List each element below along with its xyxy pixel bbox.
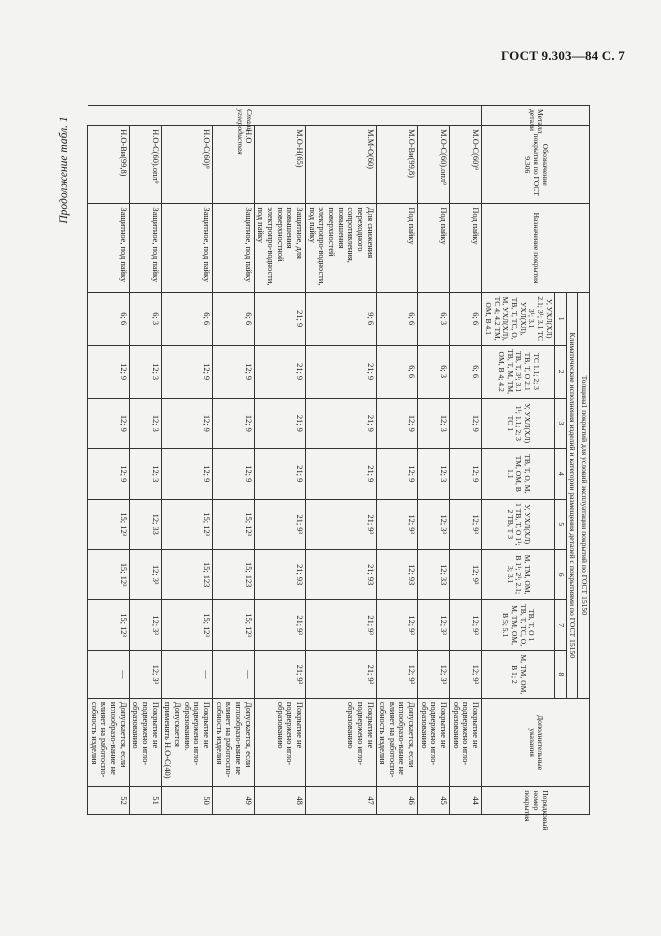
notes-cell: Допускается, если иглообразо-вание не влияет на работоспо-собность изделия xyxy=(376,698,418,786)
thickness-cell: 12; 9 xyxy=(213,449,255,499)
thickness-cell: 12; 9³ xyxy=(450,650,482,698)
row-number-cell: 45 xyxy=(418,787,450,815)
table-row xyxy=(129,106,161,815)
purpose-cell: Защитное, под пайку xyxy=(161,204,212,292)
designation-cell: М.М-О(60) xyxy=(305,126,376,204)
purpose-cell: Для снижения переходного сопротивления, повышения поверхностей электропро-водности, под пайку xyxy=(305,204,376,292)
metal-group-cell: Сталь углеродистая xyxy=(88,106,255,126)
thickness-cell: 12; 33 xyxy=(129,499,161,549)
notes-cell: Допускается, если иглообразо-вание не влияет на работоспо-собность изделия xyxy=(213,698,255,786)
thickness-cell: — xyxy=(88,650,130,698)
thickness-cell: 12; 3³ xyxy=(129,650,161,698)
thickness-cell: 12; 3 xyxy=(418,449,450,499)
purpose-cell: Защитное, под пайку xyxy=(129,204,161,292)
thickness-cell: 6; 6 xyxy=(450,292,482,345)
thickness-cell: 21; 9 xyxy=(254,398,305,448)
header-col-desc: ТВ, Т, О, М, ТМ, ОМ, В 1.1 xyxy=(482,449,555,499)
header-col-desc: У, УХЛ(ХЛ) 1 ТВ, Т, О 1¹; 2 ТВ, Т 3 xyxy=(482,499,555,549)
thickness-cell: 12; 3 xyxy=(129,398,161,448)
header-row-number: Порядковый номер покрытия xyxy=(482,787,590,815)
thickness-cell: 12; 3³ xyxy=(418,499,450,549)
thickness-cell: 21; 9 xyxy=(254,345,305,398)
thickness-cell: 15; 12³ xyxy=(161,600,212,650)
thickness-cell: 21; 9 xyxy=(305,398,376,448)
thickness-cell: 15; 12³ xyxy=(213,499,255,549)
thickness-cell: 15; 123 xyxy=(161,549,212,599)
table-row xyxy=(161,106,212,815)
thickness-cell: 21; 9³ xyxy=(254,650,305,698)
designation-cell: Н.О-Ви(99,8) xyxy=(88,126,130,204)
thickness-cell: — xyxy=(213,650,255,698)
thickness-cell: 6; 6 xyxy=(161,292,212,345)
thickness-cell: 6; 6 xyxy=(376,292,418,345)
thickness-cell: 12; 9 xyxy=(161,345,212,398)
row-number-cell: 50 xyxy=(161,787,212,815)
thickness-cell: 12; 3 xyxy=(418,398,450,448)
purpose-cell: Под пайку xyxy=(376,204,418,292)
thickness-cell: 6; 6 xyxy=(376,345,418,398)
thickness-cell: 12; 9 xyxy=(88,345,130,398)
purpose-cell: Под пайку xyxy=(450,204,482,292)
thickness-cell: 12; 93 xyxy=(376,549,418,599)
header-col-number: 7 xyxy=(554,600,566,650)
designation-cell: М.О-Н(65) xyxy=(254,126,305,204)
thickness-cell: 21; 9 xyxy=(305,449,376,499)
thickness-cell: — xyxy=(161,650,212,698)
thickness-cell: 12; 9 xyxy=(161,398,212,448)
coatings-table xyxy=(87,105,590,831)
thickness-cell: 6; 6 xyxy=(213,292,255,345)
header-designation: Обозначение покрытия по ГОСТ 9.306 xyxy=(482,126,590,204)
notes-cell: Покрытие не подвержено игло-образованию xyxy=(129,698,161,786)
notes-cell: Покрытие не подвержено игло-образованию xyxy=(450,698,482,786)
designation-cell: Н.О-С(60).опл⁹ xyxy=(129,126,161,204)
page-header: ГОСТ 9.303—84 С. 7 xyxy=(500,48,625,63)
notes-cell: Покрытие не подвержено игло-образованию xyxy=(418,698,450,786)
thickness-cell: 15; 12³ xyxy=(88,600,130,650)
purpose-cell: Защитное, под пайку xyxy=(213,204,255,292)
row-number-cell: 51 xyxy=(129,787,161,815)
header-climatic: Климатические исполнения изделий и категории размещения деталей с покрытиями по ГОСТ 15150 xyxy=(566,292,578,698)
row-number-cell: 52 xyxy=(88,787,130,815)
purpose-cell: Под пайку xyxy=(418,204,450,292)
header-col-number: 5 xyxy=(554,499,566,549)
designation-cell: М.О-С(60)⁹ xyxy=(450,126,482,204)
thickness-cell: 12; 3³ xyxy=(129,600,161,650)
thickness-cell: 15; 12³ xyxy=(88,549,130,599)
thickness-cell: 12; 9 xyxy=(450,398,482,448)
thickness-cell: 9; 6 xyxy=(305,292,376,345)
thickness-cell: 12; 9 xyxy=(376,398,418,448)
table-row xyxy=(305,106,376,815)
thickness-cell: 21; 9³ xyxy=(305,650,376,698)
thickness-cell: 12; 9 xyxy=(161,449,212,499)
table-row xyxy=(418,106,450,815)
row-number-cell: 47 xyxy=(305,787,376,815)
row-number-cell: 49 xyxy=(213,787,255,815)
table-row xyxy=(88,106,130,815)
row-number-cell: 44 xyxy=(450,787,482,815)
purpose-cell: Защитное, для повышения поверхностной электропро-водности, под пайку xyxy=(254,204,305,292)
thickness-cell: 12; 3 xyxy=(129,449,161,499)
thickness-cell: 12; 9³ xyxy=(376,600,418,650)
header-col-desc: М, ТМ, ОМ, В 1¹; 2¹; 2.1; 3; 3.1 xyxy=(482,549,555,599)
header-col-number: 1 xyxy=(554,292,566,345)
notes-cell: Покрытие не подвержено игло-образованию xyxy=(305,698,376,786)
purpose-cell: Защитное, под пайку xyxy=(88,204,130,292)
thickness-cell: 12; 3³ xyxy=(418,650,450,698)
thickness-cell: 12; 9³ xyxy=(376,499,418,549)
thickness-cell: 12; 9 xyxy=(213,398,255,448)
thickness-cell: 6; 6 xyxy=(88,292,130,345)
thickness-cell: 12; 9 xyxy=(376,449,418,499)
thickness-cell: 15; 12³ xyxy=(88,499,130,549)
thickness-cell: 12; 3³ xyxy=(418,600,450,650)
header-col-desc: ТВ, Т, О 1 ТВ, Т, ТС, О, М, ТМ, ОМ, В 5; 5.1 xyxy=(482,600,555,650)
row-number-cell: 46 xyxy=(376,787,418,815)
thickness-cell: 21; 9³ xyxy=(254,600,305,650)
thickness-cell: 12; 3³ xyxy=(129,549,161,599)
header-col-desc: М, ТМ, ОМ, В 1; 2 xyxy=(482,650,555,698)
thickness-cell: 21; 93 xyxy=(305,549,376,599)
thickness-cell: 6; 3 xyxy=(129,292,161,345)
row-number-cell: 48 xyxy=(254,787,305,815)
thickness-cell: 21; 9 xyxy=(254,292,305,345)
thickness-cell: 12; 3 xyxy=(129,345,161,398)
thickness-cell: 12; 9 xyxy=(88,398,130,448)
header-notes: Дополнительные указания xyxy=(482,698,590,786)
metal-group-cell xyxy=(254,106,481,126)
thickness-cell: 15; 12³ xyxy=(213,600,255,650)
header-thickness-title: Толщина1 покрытий для условий эксплуатации покрытий по ГОСТ 15150 xyxy=(578,292,590,698)
thickness-cell: 21; 9 xyxy=(254,449,305,499)
header-col-number: 4 xyxy=(554,449,566,499)
header-col-number: 8 xyxy=(554,650,566,698)
thickness-cell: 6; 6 xyxy=(450,345,482,398)
table-row xyxy=(213,106,255,815)
thickness-cell: 12; 9³ xyxy=(450,549,482,599)
designation-cell: М.О-Ви(99,8) xyxy=(376,126,418,204)
table-row xyxy=(254,106,305,815)
thickness-cell: 21; 9³ xyxy=(305,600,376,650)
thickness-cell: 12; 9³ xyxy=(376,650,418,698)
table-row xyxy=(376,106,418,815)
thickness-cell: 15; 123 xyxy=(213,549,255,599)
thickness-cell: 6; 3 xyxy=(418,345,450,398)
header-metal: Металл детали xyxy=(482,106,590,126)
thickness-cell: 21; 9 xyxy=(305,345,376,398)
header-col-desc: ТС 1.1; 2; 3 ТВ, Т, О 2.1 ТВ, Т, 3¹; 3.1 ТВ, Т, М, ТМ, ОМ, В 4; 4.2 xyxy=(482,345,555,398)
header-col-number: 6 xyxy=(554,549,566,599)
header-purpose: Назначение покрытия xyxy=(482,204,590,292)
rotated-table-stage xyxy=(75,105,590,831)
thickness-cell: 12; 9³ xyxy=(450,600,482,650)
notes-cell: Покрытие не подвержено игло-образованию. Допускается применять Н.О-С(40) xyxy=(161,698,212,786)
thickness-cell: 12; 9³ xyxy=(450,499,482,549)
thickness-cell: 12; 33 xyxy=(418,549,450,599)
header-col-number: 2 xyxy=(554,345,566,398)
header-col-number: 3 xyxy=(554,398,566,448)
continuation-label: Продолжение табл. 1 xyxy=(58,116,70,224)
thickness-cell: 15; 12³ xyxy=(161,499,212,549)
table-row xyxy=(450,106,482,815)
header-col-desc: У, УХЛ(ХЛ) 1¹; 1.1; 2; 3 ТС 1 xyxy=(482,398,555,448)
thickness-cell: 21; 93 xyxy=(254,549,305,599)
thickness-cell: 12; 9 xyxy=(88,449,130,499)
notes-cell: Допускается, если иглообразо-вание не влияет на работоспо-собность изделия xyxy=(88,698,130,786)
thickness-cell: 12; 9 xyxy=(213,345,255,398)
thickness-cell: 12; 9 xyxy=(450,449,482,499)
designation-cell: Н.О-С(60)⁹ xyxy=(161,126,212,204)
thickness-cell: 6; 3 xyxy=(418,292,450,345)
designation-cell: Н.О xyxy=(213,126,255,204)
designation-cell: М.О-С(60).опл⁹ xyxy=(418,126,450,204)
notes-cell: Покрытие не подвержено игло-образованию xyxy=(254,698,305,786)
thickness-cell: 21; 9³ xyxy=(305,499,376,549)
thickness-cell: 21; 9³ xyxy=(254,499,305,549)
header-col-desc: У, УХЛ(ХЛ) 2.1; 3¹; 3.1 ТС 3¹; 3.1 УХЛ(ХЛ), ТВ, Т, ТС, О, М, УХЛ(ХЛ), ТС 4; 4.2 ТМ, ОМ, В 4.1 xyxy=(482,292,555,345)
